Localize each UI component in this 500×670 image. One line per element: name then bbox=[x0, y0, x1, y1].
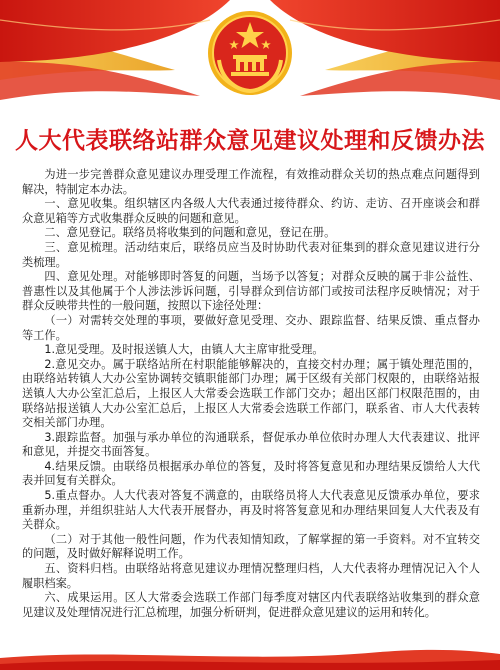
national-emblem-icon bbox=[205, 8, 295, 98]
paragraph-handle-sub2: （二）对于其他一般性问题，作为代表知情知政，了解掌握的第一手资料。对不宜转交的问题，及时做好解释说明工作。 bbox=[22, 532, 480, 561]
paragraph-feedback: 4.结果反馈。由联络员根据承办单位的答复，及时将答复意见和办理结果反馈给人大代表并回复有关群众。 bbox=[22, 459, 480, 488]
bottom-wave-decoration bbox=[0, 630, 500, 670]
paragraph-key-supervise: 5.重点督办。人大代表对答复不满意的，由联络员将人大代表意见反馈承办单位，要求重新办理，并组织驻站人大代表开展督办，再及时将答复意见和办理结果回复人大代表及有关群众。 bbox=[22, 489, 480, 532]
paragraph-sort: 三、意见梳理。活动结束后，联络员应当及时协助代表对征集到的群众意见建议进行分类梳理。 bbox=[22, 240, 480, 269]
paragraph-handle-sub1: （一）对需转交处理的事项，要做好意见受理、交办、跟踪监督、结果反馈、重点督办等工作。 bbox=[22, 313, 480, 342]
paragraph-intro: 为进一步完善群众意见建议办理受理工作流程，有效推动群众关切的热点难点问题得到解决，特制定本办法。 bbox=[22, 168, 480, 196]
paragraph-handle: 四、意见处理。对能够即时答复的问题，当场予以答复；对群众反映的属于非公益性、普惠性以及其他属于个人涉法涉诉问题，引导群众到信访部门或按司法程序反映情况；对于群众反映带共性的一般问题，按照以下途径处理： bbox=[22, 270, 480, 313]
paragraph-collect: 一、意见收集。组织辖区内各级人大代表通过接待群众、约访、走访、召开座谈会和群众意见箱等方式收集群众反映的问题和意见。 bbox=[22, 197, 480, 225]
paragraph-register: 二、意见登记。联络员将收集到的问题和意见，登记在册。 bbox=[44, 226, 336, 240]
paragraph-apply: 六、成果运用。区人大常委会选联工作部门每季度对辖区内代表联络站收集到的群众意见建议及处理情况进行汇总梳理，加强分析研判，促进群众意见建议的运用和转化。 bbox=[22, 591, 480, 619]
paragraph-supervise: 3.跟踪监督。加强与承办单位的沟通联系，督促承办单位依时办理人大代表建议、批评和意见，并提交书面答复。 bbox=[22, 430, 480, 459]
paragraph-archive: 五、资料归档。由联络站将意见建议办理情况整理归档，人大代表将办理情况记入个人履职档案。 bbox=[22, 562, 480, 590]
document-body bbox=[22, 168, 480, 620]
paragraph-assign: 2.意见交办。属于联络站所在村职能能够解决的，直接交村办理；属于镇处理范围的，由联络站转镇人大办公室协调转交镇职能部门办理；属于区级有关部门权限的，由联络站报送镇人大办公室汇总后，上报区人大常委会选联工作部门交办；超出区部门权限范围的，由联络站报送镇人大办公室汇总后，上报区人大常委会选联工作部门，联系省、市人大代表转交相关部门办理。 bbox=[22, 357, 480, 430]
page-title: 人大代表联络站群众意见建议处理和反馈办法 bbox=[15, 128, 485, 154]
paragraph-accept: 1.意见受理。及时报送镇人大，由镇人大主席审批受理。 bbox=[44, 343, 324, 357]
